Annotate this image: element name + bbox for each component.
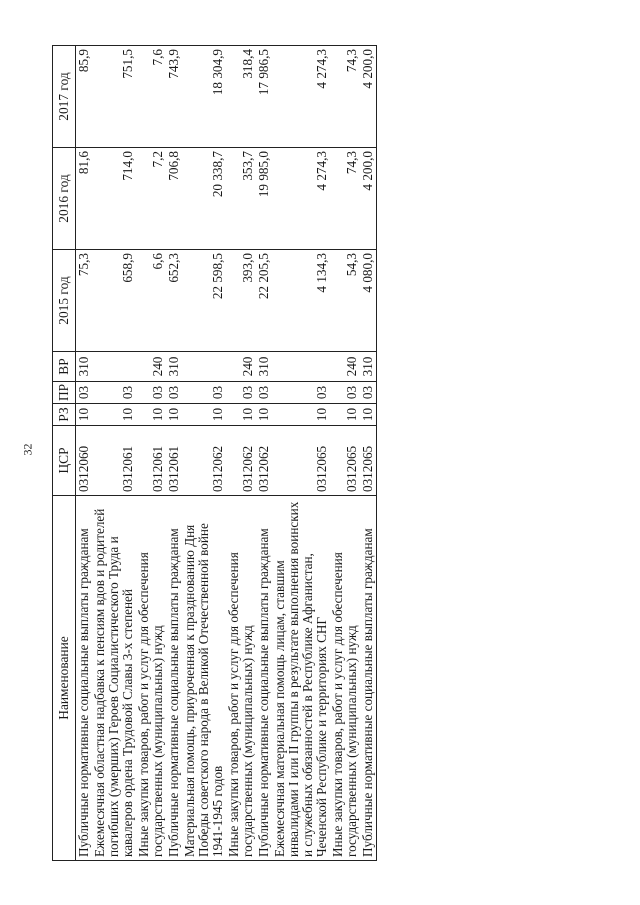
row-2015: 658,9: [92, 250, 136, 352]
row-csr: 0312065: [330, 426, 360, 496]
table-row: [330, 46, 360, 861]
row-2015: 6,6: [136, 250, 166, 352]
row-rz: 10: [226, 404, 256, 426]
header-pr: ПР: [53, 382, 76, 404]
row-2017: 743,9: [166, 46, 182, 148]
row-name: Публичные нормативные социальные выплаты гражданам: [360, 528, 375, 857]
row-2016: 4 274,3: [272, 148, 330, 250]
row-csr: 0312061: [166, 426, 182, 496]
row-2015: 54,3: [330, 250, 360, 352]
row-2016: 20 338,7: [182, 148, 226, 250]
row-csr: 0312062: [182, 426, 226, 496]
header-2016: 2016 год: [53, 148, 76, 250]
row-pr: 03: [256, 382, 272, 404]
row-name: Ежемесячная материальная помощь лицам, ставшим инвалидами I или II группы в результате выполнения воинских и служебных обязанностей в Республике Афганистан, Чеченской Республике и территориях СНГ: [272, 501, 329, 857]
row-2017: 4 200,0: [360, 46, 377, 148]
row-vr: [92, 352, 136, 382]
row-vr: 310: [360, 352, 377, 382]
row-name-cell: [330, 496, 360, 861]
page-number: 32: [20, 443, 35, 456]
table-header-row: [53, 46, 76, 861]
row-2015: 4 134,3: [272, 250, 330, 352]
table-row: [256, 46, 272, 861]
row-name: Иные закупки товаров, работ и услуг для обеспечения государственных (муниципальных) нужд: [330, 552, 359, 857]
row-pr: 03: [360, 382, 377, 404]
row-vr: 240: [330, 352, 360, 382]
row-name-cell: [92, 496, 136, 861]
row-2015: 75,3: [76, 250, 93, 352]
table-row: [226, 46, 256, 861]
row-vr: 240: [226, 352, 256, 382]
row-rz: 10: [330, 404, 360, 426]
row-csr: 0312065: [360, 426, 377, 496]
table-row: [92, 46, 136, 861]
table-row: [182, 46, 226, 861]
row-name-cell: [166, 496, 182, 861]
table-row: [136, 46, 166, 861]
row-vr: 310: [76, 352, 93, 382]
row-vr: 240: [136, 352, 166, 382]
row-2016: 4 200,0: [360, 148, 377, 250]
row-rz: 10: [360, 404, 377, 426]
header-rz: РЗ: [53, 404, 76, 426]
header-name: Наименование: [53, 496, 76, 861]
row-name-cell: [182, 496, 226, 861]
row-2016: 7,2: [136, 148, 166, 250]
row-pr: 03: [136, 382, 166, 404]
row-name: Публичные нормативные социальные выплаты гражданам: [256, 528, 271, 857]
row-vr: 310: [166, 352, 182, 382]
row-vr: 310: [256, 352, 272, 382]
row-2017: 17 986,5: [256, 46, 272, 148]
row-csr: 0312061: [136, 426, 166, 496]
table-row: [76, 46, 93, 861]
row-name-cell: [226, 496, 256, 861]
row-name: Материальная помощь, приуроченная к празднованию Дня Победы советского народа в Великой Отечественной войне 1941-1945 годов: [182, 523, 225, 857]
row-pr: 03: [182, 382, 226, 404]
row-2016: 706,8: [166, 148, 182, 250]
row-name: Иные закупки товаров, работ и услуг для обеспечения государственных (муниципальных) нужд: [226, 552, 255, 857]
row-rz: 10: [182, 404, 226, 426]
row-pr: 03: [76, 382, 93, 404]
row-2016: 74,3: [330, 148, 360, 250]
row-rz: 10: [166, 404, 182, 426]
row-2017: 318,4: [226, 46, 256, 148]
row-name: Иные закупки товаров, работ и услуг для обеспечения государственных (муниципальных) нужд: [136, 552, 165, 857]
row-rz: 10: [92, 404, 136, 426]
row-csr: 0312062: [226, 426, 256, 496]
row-2015: 22 598,5: [182, 250, 226, 352]
row-2015: 22 205,5: [256, 250, 272, 352]
row-name-cell: [360, 496, 377, 861]
row-name-cell: [136, 496, 166, 861]
row-2017: 751,5: [92, 46, 136, 148]
row-2017: 18 304,9: [182, 46, 226, 148]
row-2015: 393,0: [226, 250, 256, 352]
row-rz: 10: [76, 404, 93, 426]
row-name-cell: [256, 496, 272, 861]
row-pr: 03: [330, 382, 360, 404]
row-2017: 74,3: [330, 46, 360, 148]
budget-table: [52, 45, 377, 861]
row-vr: [272, 352, 330, 382]
header-2015: 2015 год: [53, 250, 76, 352]
header-csr: ЦСР: [53, 426, 76, 496]
table-row: [360, 46, 377, 861]
row-csr: 0312061: [92, 426, 136, 496]
row-2016: 353,7: [226, 148, 256, 250]
row-name-cell: [272, 496, 330, 861]
row-pr: 03: [166, 382, 182, 404]
rotated-page: [52, 46, 592, 861]
row-name: Публичные нормативные социальные выплаты гражданам: [166, 528, 181, 857]
row-rz: 10: [272, 404, 330, 426]
row-csr: 0312060: [76, 426, 93, 496]
table-row: [166, 46, 182, 861]
row-name: Публичные нормативные социальные выплаты гражданам: [76, 528, 91, 857]
row-rz: 10: [256, 404, 272, 426]
row-name-cell: [76, 496, 93, 861]
row-csr: 0312065: [272, 426, 330, 496]
row-pr: 03: [272, 382, 330, 404]
row-vr: [182, 352, 226, 382]
row-pr: 03: [92, 382, 136, 404]
row-2016: 81,6: [76, 148, 93, 250]
header-vr: ВР: [53, 352, 76, 382]
row-2016: 714,0: [92, 148, 136, 250]
row-2017: 4 274,3: [272, 46, 330, 148]
row-2016: 19 985,0: [256, 148, 272, 250]
row-2015: 652,3: [166, 250, 182, 352]
row-2017: 7,6: [136, 46, 166, 148]
row-2017: 85,9: [76, 46, 93, 148]
row-2015: 4 080,0: [360, 250, 377, 352]
table-row: [272, 46, 330, 861]
row-csr: 0312062: [256, 426, 272, 496]
row-pr: 03: [226, 382, 256, 404]
row-rz: 10: [136, 404, 166, 426]
row-name: Ежемесячная областная надбавка к пенсиям вдов и родителей погибших (умерших) Героев Социалистического Труда и кавалеров ордена Трудовой Славы 3-х степеней: [92, 508, 135, 857]
header-2017: 2017 год: [53, 46, 76, 148]
